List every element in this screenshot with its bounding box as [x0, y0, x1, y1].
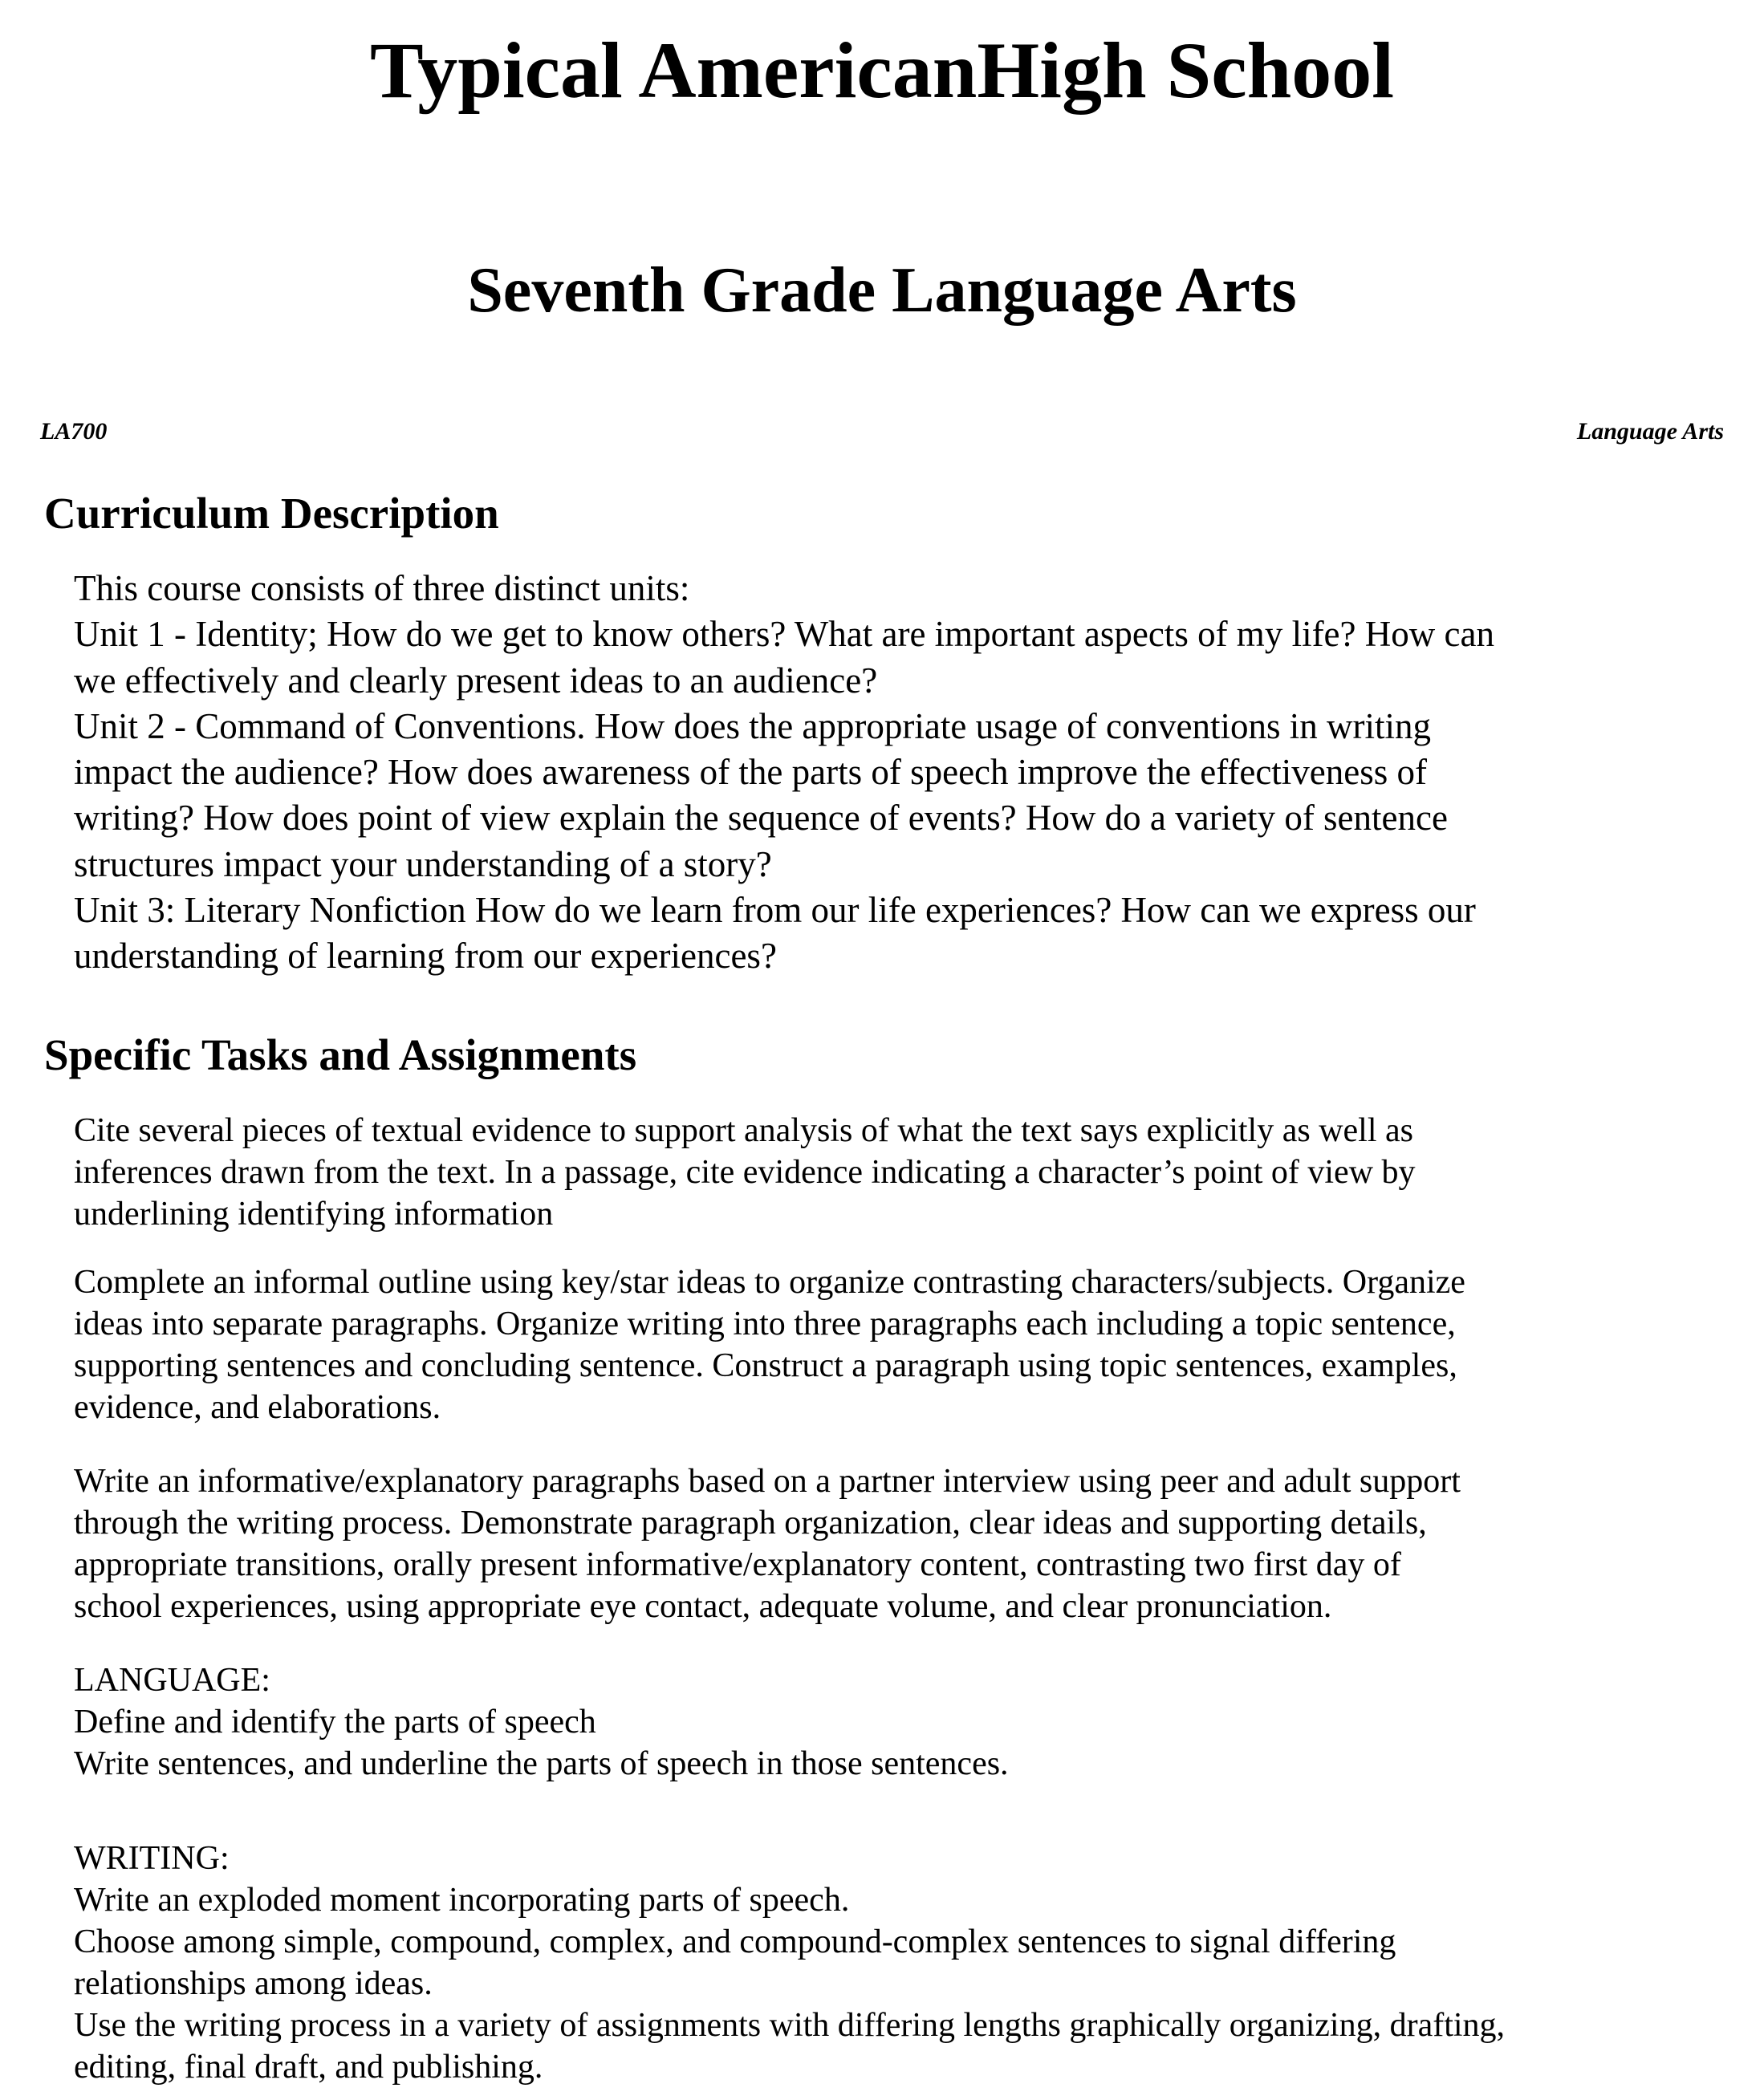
curriculum-description	[74, 566, 1727, 980]
task-line: appropriate transitions, orally present informative/explanatory content, contrasting two first day of	[74, 1546, 1401, 1583]
curriculum-line: This course consists of three distinct units:	[74, 568, 690, 608]
curriculum-line: writing? How does point of view explain the sequence of events? How do a variety of sentence	[74, 798, 1448, 839]
curriculum-line: Unit 2 - Command of Conventions. How does the appropriate usage of conventions in writing	[74, 705, 1431, 746]
curriculum-line: understanding of learning from our experiences?	[74, 936, 777, 977]
course-title: Seventh Grade Language Arts	[467, 255, 1297, 326]
tasks-heading: Specific Tasks and Assignments	[44, 1030, 637, 1079]
task-paragraph-outline	[74, 1261, 1727, 1428]
task-line: underlining identifying information	[74, 1196, 554, 1233]
writing-line: Choose among simple, compound, complex, and compound-complex sentences to signal differing	[74, 1923, 1396, 1960]
curriculum-heading: Curriculum Description	[44, 489, 499, 538]
task-line: Cite several pieces of textual evidence to support analysis of what the text says explicitly as well as	[74, 1112, 1414, 1149]
writing-line: relationships among ideas.	[74, 1965, 433, 2002]
curriculum-line: Unit 1 - Identity; How do we get to know others? What are important aspects of my life? How can	[74, 614, 1494, 655]
task-line: Complete an informal outline using key/star ideas to organize contrasting characters/subjects. Organize	[74, 1264, 1465, 1301]
task-paragraph-informative	[74, 1460, 1727, 1627]
language-line: Define and identify the parts of speech	[74, 1704, 596, 1741]
curriculum-line: impact the audience? How does awareness of the parts of speech improve the effectiveness of	[74, 752, 1428, 793]
course-code: LA700	[40, 418, 108, 445]
task-line: supporting sentences and concluding sentence. Construct a paragraph using topic sentences, examples,	[74, 1347, 1457, 1384]
task-line: ideas into separate paragraphs. Organize writing into three paragraphs each including a topic sentence,	[74, 1306, 1456, 1342]
curriculum-line: structures impact your understanding of a story?	[74, 843, 772, 884]
writing-line: editing, final draft, and publishing.	[74, 2049, 543, 2086]
language-label: LANGUAGE:	[74, 1662, 270, 1699]
task-line: Write an informative/explanatory paragraphs based on a partner interview using peer and adult support	[74, 1463, 1461, 1500]
department-label: Language Arts	[1576, 418, 1724, 445]
writing-section	[74, 1838, 1727, 2088]
task-line: evidence, and elaborations.	[74, 1389, 441, 1426]
writing-line: Write an exploded moment incorporating parts of speech.	[74, 1882, 850, 1919]
language-line: Write sentences, and underline the parts of speech in those sentences.	[74, 1745, 1009, 1782]
curriculum-line: Unit 3: Literary Nonfiction How do we learn from our life experiences? How can we express our	[74, 890, 1476, 931]
school-title: Typical AmericanHigh School	[370, 26, 1394, 115]
task-line: inferences drawn from the text. In a passage, cite evidence indicating a character’s point of view by	[74, 1154, 1416, 1191]
task-paragraph-evidence	[74, 1110, 1727, 1235]
task-line: through the writing process. Demonstrate paragraph organization, clear ideas and supporting details,	[74, 1505, 1427, 1541]
writing-line: Use the writing process in a variety of assignments with differing lengths graphically organizing, drafting,	[74, 2007, 1506, 2044]
language-section	[74, 1659, 1727, 1785]
curriculum-line: we effectively and clearly present ideas to an audience?	[74, 660, 878, 701]
task-line: school experiences, using appropriate eye contact, adequate volume, and clear pronunciation.	[74, 1588, 1332, 1625]
writing-label: WRITING:	[74, 1840, 230, 1877]
